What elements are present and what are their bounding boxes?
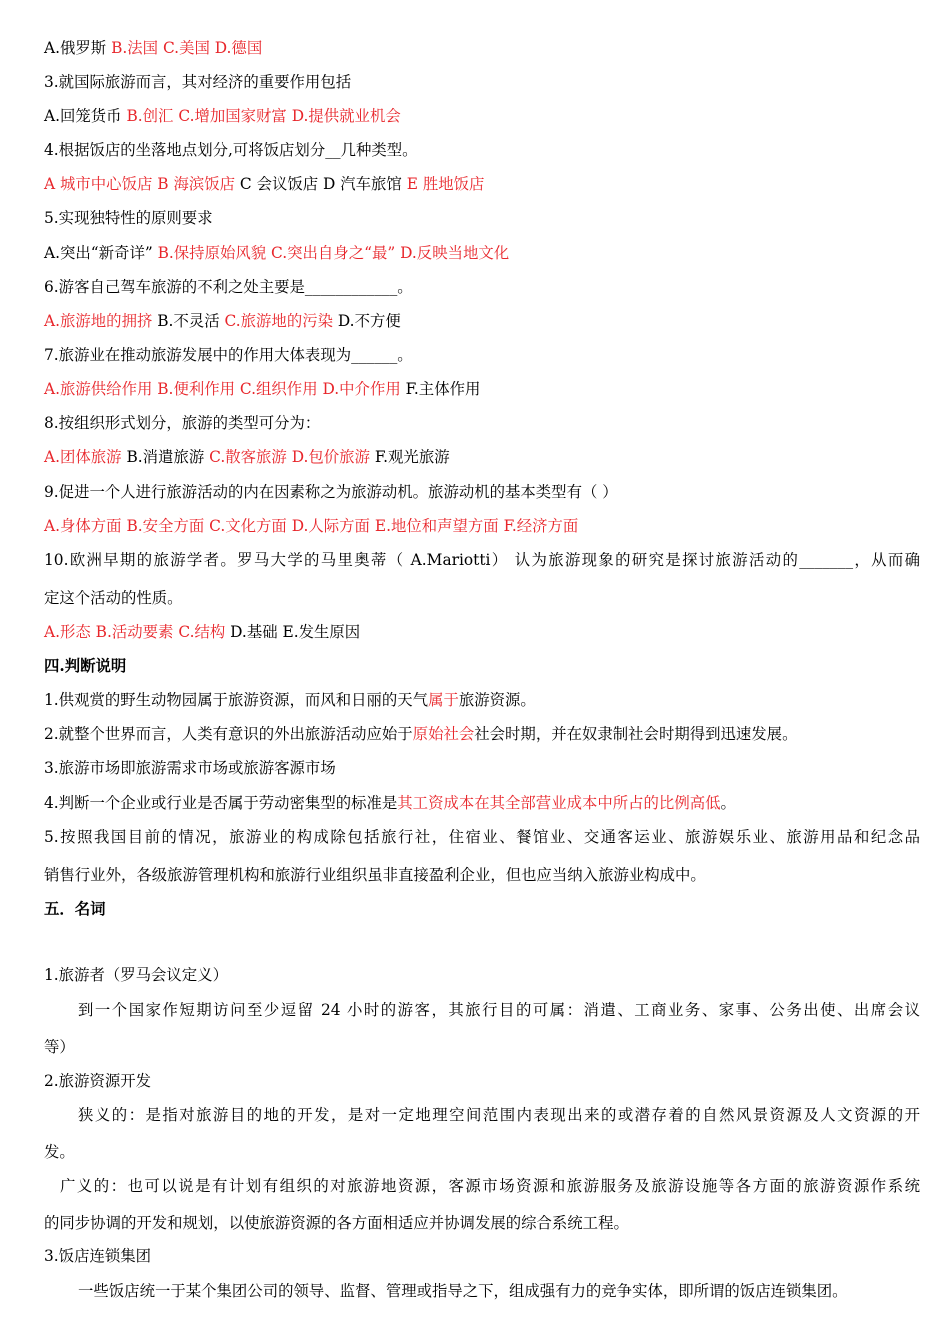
term-definition: 一些饭店统一于某个集团公司的领导、监督、管理或指导之下，组成强有力的竞争实体，即所谓的饭店连锁集团。 [78,1282,848,1300]
term-definition: 狭义的：是指对旅游目的地的开发，是对一定地理空间范围内表现出来的或潜存着的自然风景资源及人文资源的开 [78,1106,920,1124]
section-heading: 五．名词 [44,900,106,918]
question-line: 3.就国际旅游而言，其对经济的重要作用包括 [44,73,352,91]
answer-line: A.回笼货币 B.创汇 C.增加国家财富 D.提供就业机会 [44,107,401,125]
statement-line: 3.旅游市场即旅游需求市场或旅游客源市场 [44,759,336,777]
term-definition: 发。 [44,1143,75,1161]
statement-line: 1.供观赏的野生动物园属于旅游资源，而风和日丽的天气属于旅游资源。 [44,691,536,709]
term-definition: 的同步协调的开发和规划，以使旅游资源的各方面相适应并协调发展的综合系统工程。 [44,1214,629,1232]
question-line: 10.欧洲早期的旅游学者。罗马大学的马里奥蒂（ A.Mariotti） 认为旅游现象的研究是探讨旅游活动的_______，从而确 [44,551,920,569]
term-definition: 到一个国家作短期访问至少逗留 24 小时的游客，其旅行目的可属：消遣、工商业务、家事、公务出使、出席会议 [78,1001,920,1019]
answer-line: A.形态 B.活动要素 C.结构 D.基础 E.发生原因 [44,623,361,641]
answer-line: A.旅游地的拥挤 B.不灵活 C.旅游地的污染 D.不方便 [44,312,401,330]
term-title: 3.饭店连锁集团 [44,1247,152,1265]
term-title: 2.旅游资源开发 [44,1072,152,1090]
answer-line: A.身体方面 B.安全方面 C.文化方面 D.人际方面 E.地位和声望方面 F.经济方面 [44,517,579,535]
term-title: 1.旅游者（罗马会议定义） [44,966,228,984]
statement-line: 销售行业外，各级旅游管理机构和旅游行业组织虽非直接盈利企业，但也应当纳入旅游业构成中。 [44,866,706,884]
question-line: 8.按组织形式划分，旅游的类型可分为： [44,414,321,432]
answer-line: A 城市中心饭店 B 海滨饭店 C 会议饭店 D 汽车旅馆 E 胜地饭店 [44,175,485,193]
answer-line: A.旅游供给作用 B.便利作用 C.组织作用 D.中介作用 F.主体作用 [44,380,481,398]
term-definition: 广义的：也可以说是有计划有组织的对旅游地资源，客源市场资源和旅游服务及旅游设施等各方面的旅游资源作系统 [60,1177,920,1195]
answer-line: A.突出“新奇详” B.保持原始风貌 C.突出自身之“最” D.反映当地文化 [44,244,510,262]
question-line: 6.游客自己驾车旅游的不利之处主要是____________。 [44,278,413,296]
question-line: 9.促进一个人进行旅游活动的内在因素称之为旅游动机。旅游动机的基本类型有（ ） [44,483,618,501]
answer-line: A.俄罗斯 B.法国 C.美国 D.德国 [44,39,263,57]
statement-line: 5.按照我国目前的情况，旅游业的构成除包括旅行社，住宿业、餐馆业、交通客运业、旅游娱乐业、旅游用品和纪念品 [44,828,920,846]
section-heading: 四.判断说明 [44,657,127,675]
statement-line: 4.判断一个企业或行业是否属于劳动密集型的标准是其工资成本在其全部营业成本中所占的比例高低。 [44,794,736,812]
statement-line: 2.就整个世界而言，人类有意识的外出旅游活动应始于原始社会社会时期，并在奴隶制社会时期得到迅速发展。 [44,725,798,743]
term-definition: 等） [44,1038,75,1056]
question-line: 4.根据饭店的坐落地点划分,可将饭店划分__几种类型。 [44,141,418,159]
question-line: 5.实现独特性的原则要求 [44,209,213,227]
answer-line: A.团体旅游 B.消遣旅游 C.散客旅游 D.包价旅游 F.观光旅游 [44,448,450,466]
question-line: 定这个活动的性质。 [44,589,183,607]
question-line: 7.旅游业在推动旅游发展中的作用大体表现为______。 [44,346,413,364]
